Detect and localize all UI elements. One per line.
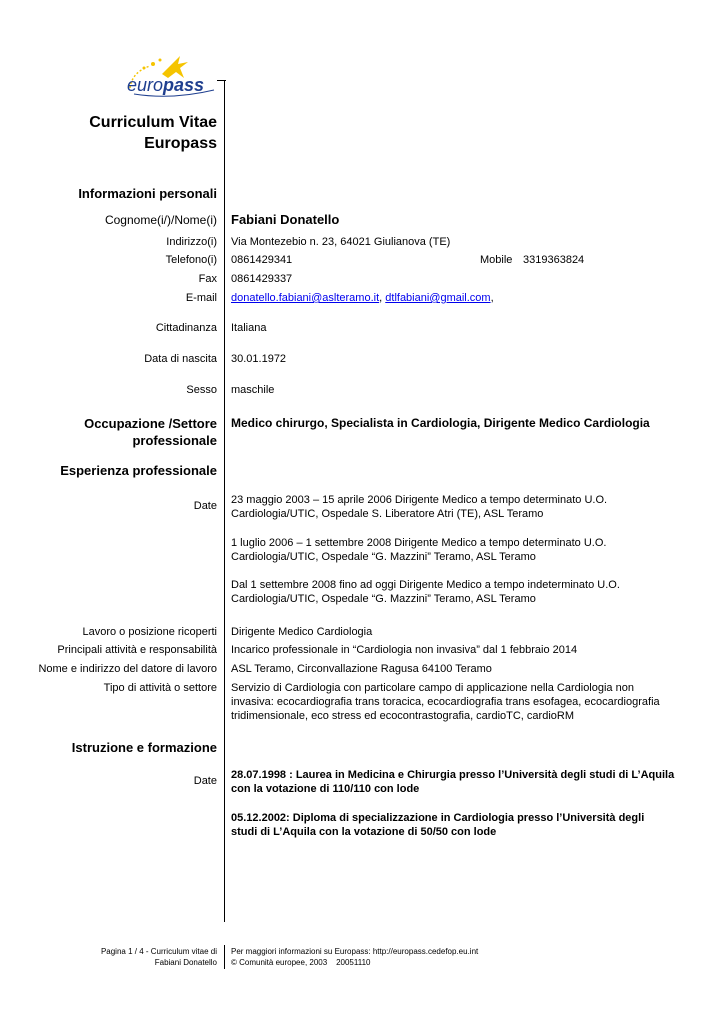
experience-date-label: Date xyxy=(193,500,217,512)
sector-label: Tipo di attività o settore xyxy=(103,682,217,694)
email-value xyxy=(231,291,494,305)
activities-value: Incarico professionale in “Cardiologia non invasiva” dal 1 febbraio 2014 xyxy=(231,644,578,656)
footer-divider xyxy=(224,945,225,969)
name-value: Fabiani Donatello xyxy=(231,212,340,227)
employer-label: Nome e indirizzo del datore di lavoro xyxy=(38,663,217,675)
fax-label: Fax xyxy=(198,273,217,285)
cv-title xyxy=(89,112,217,154)
address-label: Indirizzo(i) xyxy=(166,236,217,248)
activities-label: Principali attività e responsabilità xyxy=(57,644,217,656)
birth-date-label: Data di nascita xyxy=(144,353,217,365)
phone-value: 0861429341 xyxy=(231,254,293,266)
europass-logo xyxy=(122,54,217,100)
address-value: Via Montezebio n. 23, 64021 Giulianova (TE) xyxy=(231,236,451,248)
experience-entry-1: 23 maggio 2003 – 15 aprile 2006 Dirigente Medico a tempo determinato U.O. Cardiologia/UTIC, Ospedale S. Liberatore Atri (TE), ASL Teramo xyxy=(231,494,608,520)
occupation-value: Medico chirurgo, Specialista in Cardiologia, Dirigente Medico Cardiologia xyxy=(231,416,650,430)
birth-date-value: 30.01.1972 xyxy=(231,353,287,365)
mobile-label: Mobile xyxy=(480,254,513,266)
email-separator: , xyxy=(379,292,383,304)
email-end: , xyxy=(490,292,494,304)
role-value: Dirigente Medico Cardiologia xyxy=(231,626,373,638)
experience-entry-3: Dal 1 settembre 2008 fino ad oggi Dirigente Medico a tempo indeterminato U.O. Cardiologia/UTIC, Ospedale “G. Mazzini” Teramo, ASL Teramo xyxy=(231,579,620,605)
personal-info-heading: Informazioni personali xyxy=(78,186,217,201)
occupation-heading xyxy=(84,415,217,449)
name-label: Cognome(i/)/Nome(i) xyxy=(104,213,217,227)
cv-title-line1: Curriculum Vitae xyxy=(89,114,217,131)
email-label: E-mail xyxy=(185,292,217,304)
footer-owner: Fabiani Donatello xyxy=(154,958,217,967)
mobile-value: 3319363824 xyxy=(523,254,585,266)
citizenship-label: Cittadinanza xyxy=(155,322,217,334)
experience-entry-2: 1 luglio 2006 – 1 settembre 2008 Dirigente Medico a tempo determinato U.O. Cardiologia/UTIC, Ospedale “G. Mazzini” Teramo, ASL Teramo xyxy=(231,537,607,563)
logo-text-euro: euro xyxy=(127,75,164,95)
cv-title-line2: Europass xyxy=(144,135,217,152)
education-entry-1: 28.07.1998 : Laurea in Medicina e Chirurgia presso l’Università degli studi di L’Aquila con la votazione di 110/110 con lode xyxy=(231,769,675,795)
citizenship-value: Italiana xyxy=(231,322,267,334)
experience-heading: Esperienza professionale xyxy=(60,463,217,478)
column-divider xyxy=(224,80,225,922)
role-label: Lavoro o posizione ricoperti xyxy=(82,626,217,638)
occupation-heading-line2: professionale xyxy=(132,433,217,448)
logo-text-pass: pass xyxy=(163,75,205,95)
occupation-heading-line1: Occupazione /Settore xyxy=(84,416,217,431)
footer-info-link: Per maggiori informazioni su Europass: http://europass.cedefop.eu.int xyxy=(231,947,479,956)
education-heading: Istruzione e formazione xyxy=(71,740,217,755)
phone-label: Telefono(i) xyxy=(165,254,217,266)
email-link-2[interactable]: dtlfabiani@gmail.com xyxy=(385,292,491,304)
footer-right xyxy=(231,946,478,968)
footer-left xyxy=(101,946,217,968)
employer-value: ASL Teramo, Circonvallazione Ragusa 64100 Teramo xyxy=(231,663,492,675)
education-date-label: Date xyxy=(193,775,217,787)
sex-label: Sesso xyxy=(186,384,217,396)
fax-value: 0861429337 xyxy=(231,273,293,285)
sector-value: Servizio di Cardiologia con particolare campo di applicazione nella Cardiologia non invasiva: ecocardiografia trans toracica, ecocardiografia trans esofagea, ecocardiografia tridimensionale, eco stress ed ecocontrastografia, cardioTC, cardioRM xyxy=(231,682,660,722)
sex-value: maschile xyxy=(231,384,275,396)
education-entry-2: 05.12.2002: Diploma di specializzazione in Cardiologia presso l’Università degli studi di L’Aquila con la votazione di 50/50 con lode xyxy=(231,812,645,838)
footer-page-info: Pagina 1 / 4 - Curriculum vitae di xyxy=(100,947,217,956)
footer-copyright: © Comunità europee, 2003 20051110 xyxy=(231,958,371,967)
email-link-1[interactable]: donatello.fabiani@aslteramo.it xyxy=(231,292,380,304)
